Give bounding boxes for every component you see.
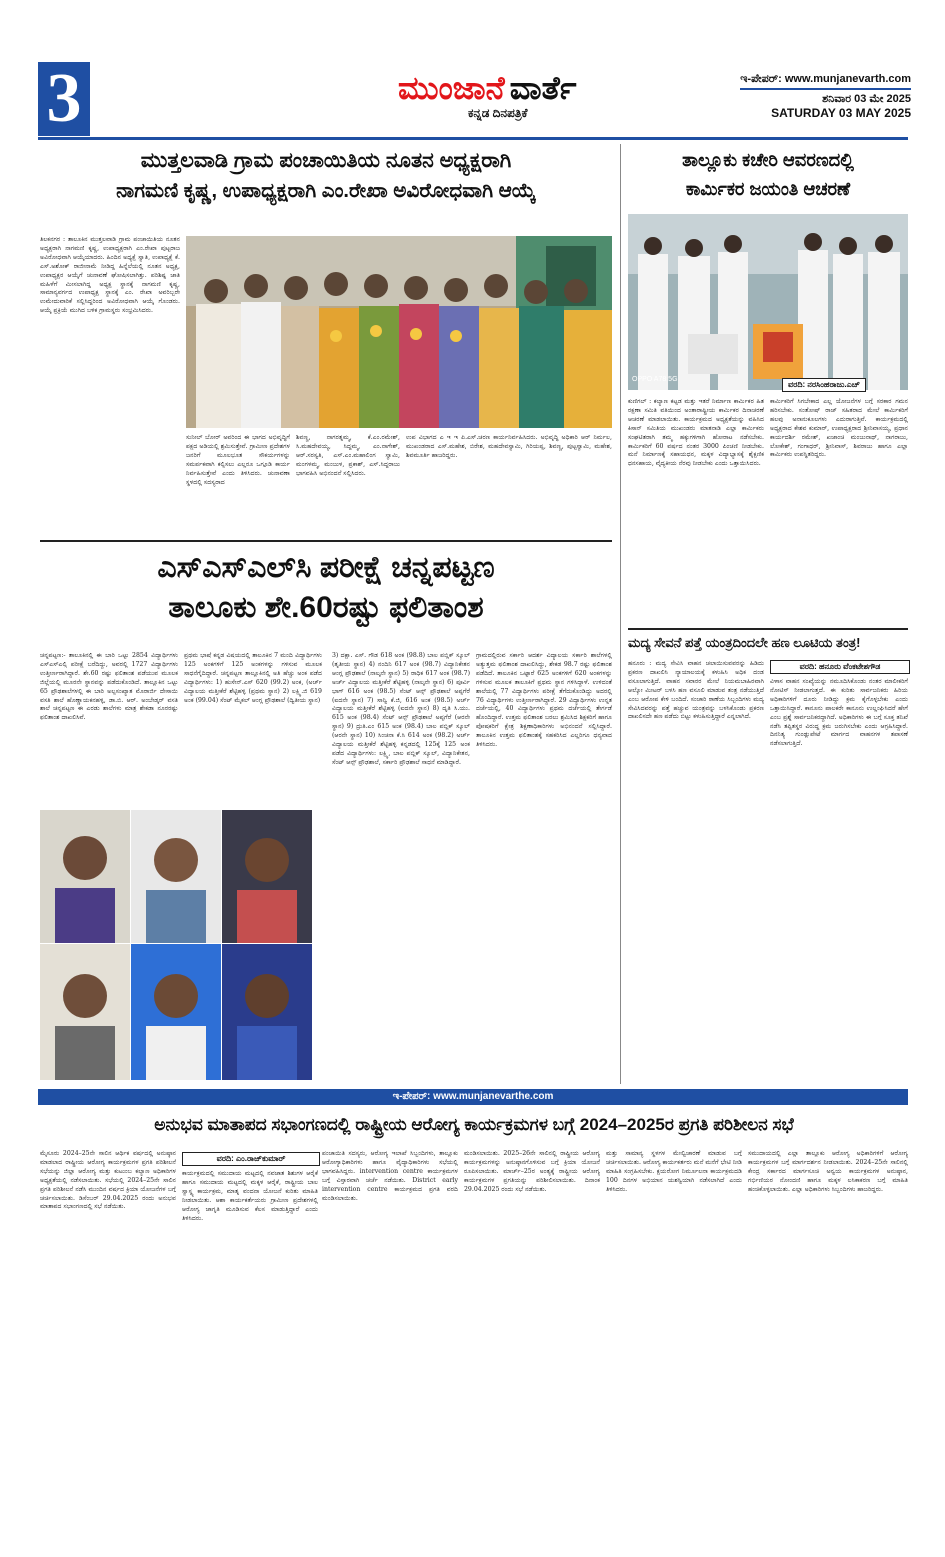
story4-col1: ಹನೂರು : ಮದ್ಯ ಸೇವಿಸಿ ವಾಹನ ಚಲಾಯಿಸುವವರನ್ನು ಹಿಡಿದು ಪ್ರಕರಣ ದಾಖಲಿಸಿ ನ್ಯಾಯಾಲಯಕ್ಕೆ ಕಳುಹಿಸಿ ಅಧಿಕ ದಂಡ ವಸೂಲಾಗುತ್ತಿದೆ. ವಾಹನ ಸವಾರರ ಮೇಲೆ ನಿಯಮಬಾಹಿರವಾಗಿ ಆಲ್ಕೋ ಮೀಟರ್ ಬಳಸಿ ಹಣ ವಸೂಲಿ ಮಾಡುವ ತಂತ್ರ ನಡೆಯುತ್ತಿದೆ ಎಂಬ ಆರೋಪ ಕೇಳಿ ಬಂದಿದೆ. ಸಂಚಾರಿ ಠಾಣೆಯ ಸಿಬ್ಬಂದಿಗಳು ಮದ್ಯ ಸೇವಿಸಿದವರನ್ನು ಪತ್ತೆ ಹಚ್ಚುವ ಯಂತ್ರವನ್ನು ಬಳಸಿಕೊಂಡು ಪ್ರಕರಣ ದಾಖಲಿಸದೇ ಹಣ ಪಡೆದು ಬಿಟ್ಟು ಕಳುಹಿಸುತ್ತಿದ್ದಾರೆ ಎನ್ನಲಾಗಿದೆ. xyxy=(628,660,764,721)
story1-headline-line1: ಮುತ್ತಲವಾಡಿ ಗ್ರಾಮ ಪಂಚಾಯಿತಿಯ ನೂತನ ಅಧ್ಯಕ್ಷರಾಗಿ xyxy=(140,149,512,172)
story5-col5: ಮತ್ತು ಸಾಮಾನ್ಯ ಸ್ಥಳಗಳ ಮೇಲ್ವಿಚಾರಣೆ ಮಾಡುವ ಬಗ್ಗೆ ಚರ್ಚಿಸಲಾಯಿತು. ಆರೋಗ್ಯ ಕಾರ್ಯಕರ್ತರು ಮನೆ ಮನೆಗೆ ಭೇಟಿ ನೀಡಿ ಮಾಹಿತಿ ಸಂಗ್ರಹಿಸಬೇಕು. ಕ್ಷಯರೋಗ ನಿರ್ಮೂಲನಾ ಕಾರ್ಯಕ್ರಮದಡಿ 100 ದಿನಗಳ ಅಭಿಯಾನ ಯಶಸ್ವಿಯಾಗಿ ನಡೆಸಲಾಗಿದೆ ಎಂದು ತಿಳಿಸಿದರು. xyxy=(606,1150,742,1193)
story1-headline-line2: ನಾಗಮಣಿ ಕೃಷ್ಣ, ಉಪಾಧ್ಯಕ್ಷರಾಗಿ ಎಂ.ರೇಖಾ ಅವಿರೋಧವಾಗಿ ಆಯ್ಕೆ xyxy=(116,180,536,202)
story3-headline-line2: ತಾಲೂಕು ಶೇ.60ರಷ್ಟು ಫಲಿತಾಂಶ xyxy=(168,591,484,624)
story2-headline xyxy=(628,146,908,204)
story-divider-2 xyxy=(40,540,612,542)
story4-headline: ಮದ್ಯ ಸೇವನೆ ಪತ್ತೆ ಯಂತ್ರದಿಂದಲೇ ಹಣ ಲೂಟಿಯ ತಂತ್ರ! xyxy=(628,635,861,650)
story5-headline: ಅನುಭವ ಮಾತಾಪದ ಸಭಾಂಗಣದಲ್ಲಿ ರಾಷ್ಟ್ರೀಯ ಆರೋಗ್ಯ ಕಾರ್ಯಕ್ರಮಗಳ ಬಗ್ಗೆ 2024–2025ರ ಪ್ರಗತಿ ಪರಿಶೀಲನ ಸಭೆ xyxy=(154,1115,794,1134)
photo-watermark: OPPO A78 5G xyxy=(632,376,678,383)
story4-byline: ವರದಿ: ಹನೂರು ವೆಂಕಟೇಶಗೌಡ xyxy=(770,660,910,674)
story-divider xyxy=(628,628,908,630)
epaper-footer-bar[interactable]: ಇ-ಪೇಪರ್: www.munjanevarthe.com xyxy=(38,1089,908,1105)
header-info xyxy=(740,72,911,120)
masthead-subtitle: ಕನ್ನಡ ದಿನಪತ್ರಿಕೆ xyxy=(468,106,528,120)
story2-byline: ವರದಿ: ನರಸಿಂಹರಾಜು.ಎಚ್ xyxy=(782,378,866,392)
story3-headline-line1: ಎಸ್‌ಎಸ್‌ಎಲ್‌ಸಿ ಪರೀಕ್ಷೆ ಚನ್ನಪಟ್ಟಣ xyxy=(157,551,495,584)
masthead xyxy=(398,70,658,110)
story5-col3: ಪಂಚಾಯಿತಿ ಸದಸ್ಯರು, ಆರೋಗ್ಯ ಇಲಾಖೆ ಸಿಬ್ಬಂದಿಗಳು, ತಾಲ್ಲೂಕು ಆರೋಗ್ಯಾಧಿಕಾರಿಗಳು ಹಾಗೂ ವೈದ್ಯಾಧಿಕಾರಿಗಳು ಸಭೆಯಲ್ಲಿ ಭಾಗವಹಿಸಿದ್ದರು. intervention centre ಕಾರ್ಯಕ್ರಮಗಳ ಬಗ್ಗೆ ವಿಸ್ತಾರವಾಗಿ ಚರ್ಚೆ ನಡೆಯಿತು. District early intervention centre ಕಾರ್ಯಕ್ರಮದ ಪ್ರಗತಿ ವರದಿ ಮಂಡಿಸಲಾಯಿತು. xyxy=(322,1150,458,1202)
story5-byline: ವರದಿ: ಎಂ.ರಾಜ್‌ಕುಮಾರ್ xyxy=(182,1152,320,1166)
story1-col3: ಶಿವಣ್ಣ, ನಾಗರತ್ನಮ್ಮ, ಕೆ.ಎಂ.ರಮೇಶ್, ಸಿ.ಮಹದೇವಯ್ಯ, ಸಿದ್ದಮ್ಮ, ಎಂ.ನಾಗೇಶ್, ಆರ್.ಸರಸ್ವತಿ, ಎಸ್.ಎಂ.ಮಹಾಲಿಂಗ ಸ್ವಾಮಿ, ಮಂಗಳಮ್ಮ, ಮಂಜುಳ, ಪ್ರಕಾಶ್, ಎಸ್.ಸಿದ್ದರಾಜು ಭಾಗವಹಿಸಿ ಅಭಿನಂದನೆ ಸಲ್ಲಿಸಿದರು. xyxy=(296,434,400,477)
story1-col4: ಉಪ ವಿಭಾಗದ ಎ ಇ ಇ ಪಿ.ಎಸ್.ಚರಣ ಕಾರ್ಯನಿರ್ವಹಿಸಿದರು. ಅಭಿವೃದ್ಧಿ ಅಧಿಕಾರಿ ಆರ್ ನಿರ್ಮಲ, ಮುಖಂಡರಾದ ಎಸ್.ಮಹೇಶ, ಬಿರೇಶ, ಮಹದೇವಸ್ವಾಮಿ, ಗಿರಿಯಪ್ಪ, ಶಿವಣ್ಣ, ಪುಟ್ಟಸ್ವಾಮಿ, ಮಹೇಶ, ಶಿವಮೂರ್ತಿ ಹಾಜರಿದ್ದರು. xyxy=(406,434,612,459)
story1-col1: ತಿಲಕನಗರ : ತಾಲೂಕಿನ ಮುತ್ತಲವಾಡಿ ಗ್ರಾಮ ಪಂಚಾಯಿತಿಯ ನೂತನ ಅಧ್ಯಕ್ಷರಾಗಿ ನಾಗಮಣಿ ಕೃಷ್ಣ, ಉಪಾಧ್ಯಕ್ಷರಾಗಿ ಎಂ.ರೇಖಾ ಪುಟ್ಟರಾಜ ಅವಿರೋಧವಾಗಿ ಆಯ್ಕೆಯಾದರು. ಹಿಂದಿನ ಅಧ್ಯಕ್ಷೆ ಸ್ವಾತಿ, ಉಪಾಧ್ಯಕ್ಷೆ ಕೆ. ಎಸ್.ಅಶೋಕ್ ರಾಜೀನಾಮೆ ನೀಡಿದ್ದ ಹಿನ್ನೆಲೆಯಲ್ಲಿ ನೂತನ ಅಧ್ಯಕ್ಷ, ಉಪಾಧ್ಯಕ್ಷರ ಆಯ್ಕೆಗೆ ಚುನಾವಣೆ ಘೋಷಿಸಲಾಗಿತ್ತು. ಪರಿಶಿಷ್ಟ ಜಾತಿ ಮಹಿಳೆಗೆ ಮೀಸಲಾಗಿದ್ದ ಅಧ್ಯಕ್ಷ ಸ್ಥಾನಕ್ಕೆ ನಾಗಮಣಿ ಕೃಷ್ಣ, ಸಾಮಾನ್ಯವರ್ಗದ ಉಪಾಧ್ಯಕ್ಷ ಸ್ಥಾನಕ್ಕೆ ಎಂ. ರೇಖಾ ಅವರಿಬ್ಬರೇ ಉಮೇದುವಾರಿಕೆ ಸಲ್ಲಿಸಿದ್ದರಿಂದ ಅವಿರೋಧವಾಗಿ ಆಯ್ಕೆ ಗೊಂಡರು. ಆಯ್ಕೆ ಪ್ರಕ್ರಿಯೆ ಮುಗಿದ ಬಳಿಕ ಗ್ರಾಮಸ್ಥರು ಸಂಭ್ರಮಿಸಿದರು. xyxy=(40,236,180,315)
story3-col4: ಗ್ರಾಮದಲ್ಲಿರುವ ಸರ್ಕಾರಿ ಆದರ್ಶ ವಿದ್ಯಾಲಯ ಸರ್ಕಾರಿ ಶಾಲೆಗಳಲ್ಲಿ ಅತ್ಯುತ್ತಮ ಫಲಿತಾಂಶ ದಾಖಲಿಸಿದ್ದು, ಶೇಕಡ 98.7 ರಷ್ಟು ಫಲಿತಾಂಶ ಪಡೆದಿದೆ. ತಾಲೂಕಿನ ಒಟ್ಟಾರೆ 625 ಅಂಕಗಳಿಗೆ 620 ಅಂಕಗಳನ್ನು ಗಳಿಸುವ ಮೂಲಕ ತಾಲೂಕಿಗೆ ಪ್ರಥಮ ಸ್ಥಾನ ಗಳಿಸಿದ್ದಾಳೆ. ಉಳಿದಂತೆ ಶಾಲೆಯಲ್ಲಿ 77 ವಿದ್ಯಾರ್ಥಿಗಳು ಪರೀಕ್ಷೆ ತೆಗೆದುಕೊಂಡಿದ್ದು ಅದರಲ್ಲಿ 76 ವಿದ್ಯಾರ್ಥಿಗಳು ಉತ್ತೀರ್ಣರಾಗಿದ್ದಾರೆ. 29 ವಿದ್ಯಾರ್ಥಿಗಳು ಉನ್ನತ ದರ್ಜೆಯಲ್ಲಿ, 40 ವಿದ್ಯಾರ್ಥಿಗಳು ಪ್ರಥಮ ದರ್ಜೆಯಲ್ಲಿ ತೇರ್ಗಡೆ ಹೊಂದಿದ್ದಾರೆ. ಉತ್ತಮ ಫಲಿತಾಂಶ ಬರಲು ಶ್ರಮಿಸಿದ ಶಿಕ್ಷಕರಿಗೆ ಹಾಗೂ ಪೋಷಕರಿಗೆ ಕ್ಷೇತ್ರ ಶಿಕ್ಷಣಾಧಿಕಾರಿಗಳು ಅಭಿನಂದನೆ ಸಲ್ಲಿಸಿದ್ದಾರೆ. ತಾಲೂಕಿನ ಉತ್ತಮ ಫಲಿತಾಂಶಕ್ಕೆ ಸಹಕರಿಸಿದ ಎಲ್ಲರಿಗೂ ಧನ್ಯವಾದ ತಿಳಿಸಿದರು. xyxy=(476,652,612,749)
story3-col3: 3) ದಕ್ಷಾ. ಎಸ್. ಗೌಡ 618 ಅಂಕ (98.8) ಬಾಲ ಪಬ್ಲಿಕ್ ಸ್ಕೂಲ್ (ತೃತೀಯ ಸ್ಥಾನ) 4) ನಂದಿನಿ 617 ಅಂಕ (98.7) ವಿದ್ಯಾನಿಕೇತನ ಆಂಗ್ಲ ಪ್ರೌಢಶಾಲೆ (ನಾಲ್ಕನೇ ಸ್ಥಾನ) 5) ರಾಧಿಕ 617 ಅಂಕ (98.7) ಅರ್ಚ್ ವಿದ್ಯಾಲಯ ಮತ್ತೀಕೆರೆ ಶೆಟ್ಟಿಹಳ್ಳಿ (ನಾಲ್ಕನೇ ಸ್ಥಾನ) 6) ಪೂರ್ವಿ ಭಾಗ್ 616 ಅಂಕ (98.5) ಸೆಂಟ್ ಆನ್ಸ್ ಪ್ರೌಢಶಾಲೆ ಅಪ್ಪಗೆರೆ (ಐದನೇ ಸ್ಥಾನ) 7) ಸಾನ್ವಿ ಕೆ.ಜಿ, 616 ಅಂಕ (98.5) ಅರ್ಚ್ ವಿದ್ಯಾಲಯ ಮತ್ತೀಕೆರೆ ಶೆಟ್ಟಿಹಳ್ಳಿ (ಐದನೇ ಸ್ಥಾನ) 8) ದೃತಿ ಸಿ.ಯು. 615 ಅಂಕ (98.4) ಸೆಂಟ್ ಆನ್ಸ್ ಪ್ರೌಢಶಾಲೆ ಅಪ್ಪಗೆರೆ (ಆರನೇ ಸ್ಥಾನ) 9) ದ್ರುತಿ.ಎಂ 615 ಅಂಕ (98.4) ಬಾಲ ಪಬ್ಲಿಕ್ ಸ್ಕೂಲ್ (ಆರನೇ ಸ್ಥಾನ) 10) ಸಿಂಚನಾ ಕೆ.ಸಿ 614 ಅಂಕ (98.2) ಅರ್ಚ್ ವಿದ್ಯಾಲಯ ಮತ್ತೀಕೆರೆ ಶೆಟ್ಟಿಹಳ್ಳಿ ಕನ್ನಡದಲ್ಲಿ 125ಕ್ಕೆ 125 ಅಂಕ ಪಡೆದ ವಿದ್ಯಾರ್ಥಿಗಳು: ಲಕ್ಷ್ಮಿ, ಬಾಲ ಪಬ್ಲಿಕ್ ಸ್ಕೂಲ್, ವಿದ್ಯಾನಿಕೇತನ, ಸೆಂಟ್ ಆನ್ಸ್ ಪ್ರೌಢಶಾಲೆ, ಸರ್ಕಾರಿ ಪ್ರೌಢಶಾಲೆ ಸಾಧನೆ ಮಾಡಿದ್ದಾರೆ. xyxy=(332,652,470,766)
story3-col2: ಪ್ರಥಮ ಭಾಷೆ ಕನ್ನಡ ವಿಷಯದಲ್ಲಿ ತಾಲೂಕಿನ 7 ಮಂದಿ ವಿದ್ಯಾರ್ಥಿಗಳು 125 ಅಂಕಗಳಿಗೆ 125 ಅಂಕಗಳನ್ನು ಗಳಿಸುವ ಮೂಲಕ ಸಾಧನೆಗೈದಿದ್ದಾರೆ. ಚನ್ನಪಟ್ಟಣ ತಾಲ್ಲೂಕಿನಲ್ಲಿ ಅತಿ ಹೆಚ್ಚು ಅಂಕ ಪಡೆದ ವಿದ್ಯಾರ್ಥಿಗಳು: 1) ಹುಸೇನ್.ಎಸ್ 620 (99.2) ಅಂಕ, (ಅರ್ಚ್ ವಿದ್ಯಾಲಯ ಮತ್ತೀಕೆರೆ ಶೆಟ್ಟಿಹಳ್ಳಿ (ಪ್ರಥಮ ಸ್ಥಾನ) 2) ಲಕ್ಷ್ಮಿ.ಜಿ 619 ಅಂಕ (99.04) ಸೆಂಟ್ ಮೈಕಲ್ ಆಂಗ್ಲ ಪ್ರೌಢಶಾಲೆ (ದ್ವಿತೀಯ ಸ್ಥಾನ) xyxy=(184,652,322,704)
story5-col4: ಮಂಡಿಸಲಾಯಿತು. 2025–26ನೇ ಸಾಲಿನಲ್ಲಿ ರಾಷ್ಟ್ರೀಯ ಆರೋಗ್ಯ ಕಾರ್ಯಕ್ರಮಗಳನ್ನು ಅನುಷ್ಠಾನಗೊಳಿಸುವ ಬಗ್ಗೆ ಕ್ರಿಯಾ ಯೋಜನೆ ರೂಪಿಸಲಾಯಿತು. ಮಾರ್ಚ್–25ರ ಅಂತ್ಯಕ್ಕೆ ರಾಷ್ಟ್ರೀಯ ಆರೋಗ್ಯ ಕಾರ್ಯಕ್ರಮಗಳ ಪ್ರಗತಿಯನ್ನು ಪರಿಶೀಲಿಸಲಾಯಿತು. ದಿನಾಂಕ 29.04.2025 ರಂದು ಸಭೆ ನಡೆಯಿತು. xyxy=(464,1150,600,1193)
date-kannada: ಶನಿವಾರ 03 ಮೇ 2025 xyxy=(822,93,911,105)
masthead-part2: ವಾರ್ತೆ xyxy=(509,70,577,106)
page-number: 3 xyxy=(38,62,90,136)
story2-headline-line2: ಕಾರ್ಮಿಕರ ಜಯಂತಿ ಆಚರಣೆ xyxy=(685,179,851,199)
story1-headline xyxy=(40,146,612,206)
story1-photo xyxy=(186,236,612,428)
story2-photo xyxy=(628,214,908,390)
story5-col1: ಮೈಸೂರು 2024–25ನೇ ಸಾಲಿನ ಆರ್ಥಿಕ ವರ್ಷದಲ್ಲಿ ಅನುಷ್ಠಾನ ಮಾಡಲಾದ ರಾಷ್ಟ್ರೀಯ ಆರೋಗ್ಯ ಕಾರ್ಯಕ್ರಮಗಳ ಪ್ರಗತಿ ಪರಿಶೀಲನೆ ಸಭೆಯನ್ನು ಜಿಲ್ಲಾ ಆರೋಗ್ಯ ಮತ್ತು ಕುಟುಂಬ ಕಲ್ಯಾಣ ಅಧಿಕಾರಿಗಳ ಅಧ್ಯಕ್ಷತೆಯಲ್ಲಿ ನಡೆಸಲಾಯಿತು. ಸಭೆಯಲ್ಲಿ 2024–25ನೇ ಸಾಲಿನ ಪ್ರಗತಿ ಪರಿಶೀಲನೆ ನಡೆಸಿ ಮುಂದಿನ ವರ್ಷದ ಕ್ರಿಯಾ ಯೋಜನೆಗಳ ಬಗ್ಗೆ ಚರ್ಚಿಸಲಾಯಿತು. ಡಿಸೆಂಬರ್ 29.04.2025 ರಂದು ಅನುಭವ ಮಾತಾಪದ ಸಭಾಂಗಣದಲ್ಲಿ ಸಭೆ ನಡೆಯಿತು. xyxy=(40,1150,176,1211)
story3-headline xyxy=(40,548,612,628)
student-photo xyxy=(40,810,130,943)
student-photo xyxy=(222,944,312,1080)
story1-col2: ಸುನೀಲ್ ಬೋರ್ ಅವರಿಂದ ಈ ಭಾಗದ ಅಭಿವೃದ್ಧಿಗೆ ಪಕ್ಷದ ಅಡಿಯಲ್ಲಿ ಶ್ರಮಿಸುತ್ತೇವೆ. ಗ್ರಾಮೀಣ ಪ್ರದೇಶಗಳ ಜನರಿಗೆ ಮೂಲಭೂತ ಸೌಕರ್ಯಗಳನ್ನು ಸಮರ್ಪಕವಾಗಿ ಕಲ್ಪಿಸಲು ಎಲ್ಲರೂ ಒಗ್ಗೂಡಿ ಕಾರ್ಯ ನಿರ್ವಹಿಸುತ್ತೇವೆ ಎಂದು ತಿಳಿಸಿದರು. ಚುನಾವಣಾ ಸ್ಥಳದಲ್ಲಿ ಸದಸ್ಯರಾದ xyxy=(186,434,290,486)
student-photo xyxy=(222,810,312,943)
story2-col2: ಕಾರ್ಮಿಕರಿಗೆ ಸಿಗಬೇಕಾದ ಎಲ್ಲ ಯೋಜನೆಗಳ ಬಗ್ಗೆ ಸರಕಾರ ಗಮನ ಹರಿಸಬೇಕು. ಸಂತೋಷ್ ರಾಜ್ ಸಹಿತರಾದ ಮೇಲೆ ಕಾರ್ಮಿಕರಿಗೆ ಹಲವು ಅನಾನುಕೂಲಗಳು ಎದುರಾಗುತ್ತಿವೆ. ಕಾರ್ಯಕ್ರಮದಲ್ಲಿ ಅಧ್ಯಕ್ಷರಾದ ಕೇಶವ ಕುಮಾರ್, ಉಪಾಧ್ಯಕ್ಷರಾದ ಶ್ರೀನಿವಾಸಯ್ಯ, ಪ್ರಧಾನ ಕಾರ್ಯದರ್ಶಿ ರಮೇಶ್, ಖಜಾಂಚಿ ಮಂಜುನಾಥ್, ನಾಗರಾಜು, ಲೋಕೇಶ್, ಗಂಗಾಧರ್, ಶ್ರೀನಿವಾಸ್, ಶಿವರಾಜು ಹಾಗೂ ಎಲ್ಲಾ ಕಾರ್ಮಿಕರು ಉಪಸ್ಥಿತರಿದ್ದರು. xyxy=(770,398,908,459)
header-rule xyxy=(38,137,908,140)
epaper-url[interactable]: ಇ-ಪೇಪರ್: www.munjanevarth.com xyxy=(740,73,911,85)
student-photo xyxy=(131,944,221,1080)
story2-col1: ಕುಣಿಗಲ್ : ಕಲ್ಯಾಣ ಕಟ್ಟಡ ಮತ್ತು ಇತರೆ ನಿರ್ಮಾಣ ಕಾರ್ಮಿಕರ ಹಿತ ರಕ್ಷಣಾ ಸಮಿತಿ ವತಿಯಿಂದ ಅಂತಾರಾಷ್ಟ್ರೀಯ ಕಾರ್ಮಿಕರ ದಿನಾಚರಣೆ ಆಚರಣೆ ಮಾಡಲಾಯಿತು. ಕಾರ್ಯಕ್ರಮದ ಅಧ್ಯಕ್ಷತೆಯನ್ನು ವಹಿಸಿದ ಕಿಸಾನ್ ಸಮಿತಿಯ ಮುಖಂಡರು ಮಾತನಾಡಿ ಎಲ್ಲಾ ಕಾರ್ಮಿಕರು ಸಂಘಟಿತರಾಗಿ ತಮ್ಮ ಹಕ್ಕುಗಳಿಗಾಗಿ ಹೋರಾಟ ನಡೆಸಬೇಕು. ಕಾರ್ಮಿಕರಿಗೆ 60 ವರ್ಷದ ನಂತರ 3000 ಪಿಂಚಣಿ ನೀಡಬೇಕು. ಮನೆ ನಿರ್ಮಾಣಕ್ಕೆ ಸಹಾಯಧನ, ಮಕ್ಕಳ ವಿದ್ಯಾಭ್ಯಾಸಕ್ಕೆ ಶೈಕ್ಷಣಿಕ ಧನಸಹಾಯ, ವೈದ್ಯಕೀಯ ನೆರವು ನೀಡಬೇಕು ಎಂದು ಒತ್ತಾಯಿಸಿದರು. xyxy=(628,398,764,468)
story3-col1: ಚನ್ನಪಟ್ಟಣ:- ತಾಲೂಕಿನಲ್ಲಿ ಈ ಬಾರಿ ಒಟ್ಟು 2854 ವಿದ್ಯಾರ್ಥಿಗಳು ಎಸ್ಎಸ್ಎಲ್ಸಿ ಪರೀಕ್ಷೆ ಬರೆದಿದ್ದು, ಅವರಲ್ಲಿ 1727 ವಿದ್ಯಾರ್ಥಿಗಳು ಉತ್ತೀರ್ಣರಾಗಿದ್ದಾರೆ. ಶೇ.60 ರಷ್ಟು ಫಲಿತಾಂಶ ಪಡೆಯುವ ಮೂಲಕ ಜಿಲ್ಲೆಯಲ್ಲಿ ಮೂರನೇ ಸ್ಥಾನವನ್ನು ಪಡೆದುಕೊಂಡಿದೆ. ತಾಲ್ಲೂಕಿನ ಒಟ್ಟು 65 ಪ್ರೌಢಶಾಲೆಗಳಲ್ಲಿ ಈ ಬಾರಿ ಅಲ್ಪಸಂಖ್ಯಾತ ಮೊರಾರ್ಜಿ ದೇಸಾಯಿ ವಸತಿ ಶಾಲೆ ಹೊಣ್ಣಾಯಕನಹಳ್ಳಿ, ಡಾ.ಬಿ. ಆರ್. ಅಂಬೇಡ್ಕರ್ ವಸತಿ ಶಾಲೆ ಚನ್ನಪಟ್ಟಣ ಈ ಎರಡು ಶಾಲೆಗಳು ಮಾತ್ರ ಶೇಕಡಾ ನೂರರಷ್ಟು ಫಲಿತಾಂಶ ದಾಖಲಿಸಿವೆ. xyxy=(40,652,178,722)
story5-col6: ಸಮುದಾಯದಲ್ಲಿ ಎಲ್ಲಾ ತಾಲ್ಲೂಕು ಆರೋಗ್ಯ ಅಧಿಕಾರಿಗಳಿಗೆ ಆರೋಗ್ಯ ಕಾರ್ಯಕ್ರಮಗಳ ಬಗ್ಗೆ ಮಾರ್ಗದರ್ಶನ ನೀಡಲಾಯಿತು. 2024–25ನೇ ಸಾಲಿನಲ್ಲಿ ಕೇಂದ್ರ ಸರ್ಕಾರದ ಮಾರ್ಗಸೂಚಿ ಅನ್ವಯ ಕಾರ್ಯಕ್ರಮಗಳ ಅನುಷ್ಠಾನ, ಗರ್ಭಿಣಿಯರ ನೋಂದಣಿ ಹಾಗೂ ಮಕ್ಕಳ ಲಸಿಕಾಕರಣ ಬಗ್ಗೆ ಮಾಹಿತಿ ಹಂಚಿಕೊಳ್ಳಲಾಯಿತು. ಎಲ್ಲಾ ಅಧಿಕಾರಿಗಳು ಸಿಬ್ಬಂದಿಗಳು ಹಾಜರಿದ್ದರು. xyxy=(748,1150,908,1193)
story4-col2: ವಿಳಾಸ ವಾಹನ ಸಂಖ್ಯೆಯನ್ನು ನಮೂದಿಸಿಕೊಂಡು ನಂತರ ಮಾಲೀಕರಿಗೆ ನೋಟಿಸ್ ನೀಡಲಾಗುತ್ತದೆ. ಈ ಕುರಿತು ಸಾರ್ವಜನಿಕರು ಹಿರಿಯ ಅಧಿಕಾರಿಗಳಿಗೆ ದೂರು ನೀಡಿದ್ದು ಕ್ರಮ ಕೈಗೊಳ್ಳಬೇಕು ಎಂದು ಒತ್ತಾಯಿಸಿದ್ದಾರೆ. ಕಾನೂನು ಪಾಲಕರೇ ಕಾನೂನು ಉಲ್ಲಂಘಿಸಿದರೆ ಹೇಗೆ ಎಂಬ ಪ್ರಶ್ನೆ ಸಾರ್ವಜನಿಕರದ್ದಾಗಿದೆ. ಅಧಿಕಾರಿಗಳು ಈ ಬಗ್ಗೆ ಸೂಕ್ತ ತನಿಖೆ ನಡೆಸಿ ತಪ್ಪಿತಸ್ಥರ ವಿರುದ್ಧ ಕ್ರಮ ಜರುಗಿಸಬೇಕು ಎಂದು ಆಗ್ರಹಿಸಿದ್ದಾರೆ. ದಿನನಿತ್ಯ ಗುಂಡ್ಲುಪೇಟೆ ಮಾರ್ಗದ ವಾಹನಗಳ ತಪಾಸಣೆ ನಡೆಸಲಾಗುತ್ತಿದೆ. xyxy=(770,678,908,748)
date-english: SATURDAY 03 MAY 2025 xyxy=(771,106,911,120)
masthead-part1: ಮುಂಜಾನೆ xyxy=(398,70,505,106)
column-divider xyxy=(620,144,621,1084)
student-photo xyxy=(40,944,130,1080)
story2-headline-line1: ತಾಲ್ಲೂಕು ಕಚೇರಿ ಆವರಣದಲ್ಲಿ xyxy=(682,150,854,170)
story5-col2: ಕಾರ್ಯಕ್ರಮದಲ್ಲಿ ಸಮುದಾಯ ಮಟ್ಟದಲ್ಲಿ ನವಜಾತ ಶಿಶುಗಳ ಆರೈಕೆ ಹಾಗೂ ಸಮುದಾಯ ಮಟ್ಟದಲ್ಲಿ ಮಕ್ಕಳ ಆರೈಕೆ, ರಾಷ್ಟ್ರೀಯ ಬಾಲ ಸ್ವಾಸ್ಥ್ಯ ಕಾರ್ಯಕ್ರಮ, ಮಾತೃ ವಂದನಾ ಯೋಜನೆ ಕುರಿತು ಮಾಹಿತಿ ನೀಡಲಾಯಿತು. ಆಶಾ ಕಾರ್ಯಕರ್ತೆಯರು ಗ್ರಾಮೀಣ ಪ್ರದೇಶಗಳಲ್ಲಿ ಆರೋಗ್ಯ ಜಾಗೃತಿ ಮೂಡಿಸುವ ಕೆಲಸ ಮಾಡುತ್ತಿದ್ದಾರೆ ಎಂದು ತಿಳಿಸಿದರು. xyxy=(182,1170,318,1222)
student-photo xyxy=(131,810,221,943)
